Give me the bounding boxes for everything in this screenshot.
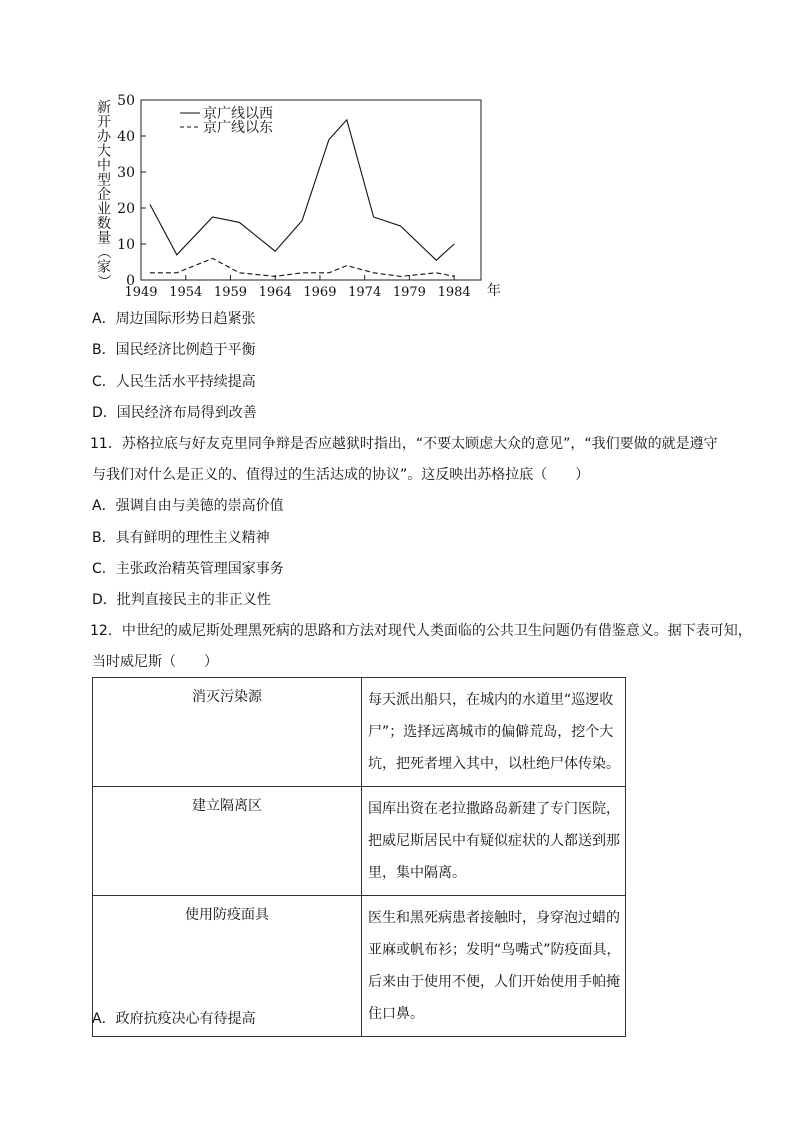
y-tick-label: 20 <box>117 201 135 217</box>
y-axis-label-char: 型 <box>97 172 111 189</box>
legend-label: 京广线以西 <box>203 106 273 122</box>
legend-label: 京广线以东 <box>203 120 273 136</box>
y-tick-label: 40 <box>117 129 135 145</box>
x-tick-label: 1974 <box>348 285 382 300</box>
y-axis-label-char: 大 <box>97 143 111 160</box>
y-axis-label-char: 家 <box>97 259 111 276</box>
q10-option-a: A．周边国际形势日趋紧张 <box>92 311 256 327</box>
y-axis-label-char: 量 <box>97 230 111 247</box>
y-tick-label: 30 <box>117 165 135 181</box>
detail-cell: 国库出资在老拉撒路岛新建了专门医院，把威尼斯居民中有疑似症状的人都送到那里，集中隔离。 <box>362 787 626 896</box>
series-line-1 <box>150 120 454 260</box>
q12-stem-line2: 当时威尼斯（ ） <box>92 654 218 670</box>
y-axis-label-char: 中 <box>97 158 111 174</box>
q11-stem-line2: 与我们对什么是正义的、值得过的生活达成的协议”。这反映出苏格拉底（ ） <box>92 467 590 483</box>
table-row <box>93 787 626 896</box>
enterprise-line-chart <box>90 94 510 304</box>
x-tick-label: 1949 <box>124 285 158 300</box>
y-axis-label-char: 开 <box>97 114 111 131</box>
y-axis-label-char: 企 <box>97 187 111 203</box>
q10-option-b: B．国民经济比例趋于平衡 <box>92 342 256 358</box>
q11-option-d: D．批判直接民主的非正义性 <box>92 592 271 608</box>
measure-cell: 消灭污染源 <box>93 678 362 787</box>
detail-cell: 医生和黑死病患者接触时，身穿泡过蜡的亚麻或帆布衫；发明“鸟嘴式”防疫面具，后来由于使用不便，人们开始使用手帕掩住口鼻。 <box>362 896 626 1037</box>
q12-option-a: A．政府抗疫决心有待提高 <box>92 1011 256 1027</box>
q10-option-d: D．国民经济布局得到改善 <box>92 405 257 421</box>
x-tick-label: 1984 <box>437 285 471 300</box>
y-axis-label-char: 新 <box>97 100 111 116</box>
y-tick-label: 10 <box>117 237 135 253</box>
y-axis-label-char: 办 <box>97 129 111 145</box>
y-tick-label: 0 <box>126 273 135 289</box>
y-axis-label-char: 数 <box>97 216 111 232</box>
detail-cell: 每天派出船只，在城内的水道里“巡逻收尸”；选择远离城市的偏僻荒岛，挖个大坑，把死者埋入其中，以杜绝尸体传染。 <box>362 678 626 787</box>
series-line-2 <box>150 258 454 276</box>
x-tick-label: 1979 <box>392 285 426 300</box>
q11-option-b: B．具有鲜明的理性主义精神 <box>92 530 270 546</box>
x-tick-label: 1959 <box>213 285 248 300</box>
q11-option-a: A．强调自由与美德的崇高价值 <box>92 498 284 514</box>
measure-cell: 建立隔离区 <box>93 787 362 896</box>
y-tick-label: 50 <box>117 94 135 109</box>
q12-stem-line1: 12．中世纪的威尼斯处理黑死病的思路和方法对现代人类面临的公共卫生问题仍有借鉴意义。据下表可知， <box>90 623 752 639</box>
venice-measures-table <box>92 677 626 1037</box>
x-axis-label: 年 <box>487 283 501 299</box>
q10-option-c: C．人民生活水平持续提高 <box>92 374 256 390</box>
q11-stem-line1: 11．苏格拉底与好友克里同争辩是否应越狱时指出，“不要太顾虑大众的意见”，“我们要做的就是遵守 <box>90 436 718 452</box>
chart-svg <box>90 94 510 304</box>
y-axis-label-char: 业 <box>97 201 111 218</box>
x-tick-label: 1964 <box>258 285 292 300</box>
x-tick-label: 1969 <box>303 285 337 300</box>
q11-option-c: C．主张政治精英管理国家事务 <box>92 561 284 577</box>
y-axis-label-char: ） <box>95 274 111 288</box>
plot-frame <box>141 100 481 280</box>
x-tick-label: 1954 <box>169 285 203 300</box>
table-row <box>93 678 626 787</box>
y-axis-label-char: （ <box>95 245 111 259</box>
measure-cell: 使用防疫面具 <box>93 896 362 1037</box>
